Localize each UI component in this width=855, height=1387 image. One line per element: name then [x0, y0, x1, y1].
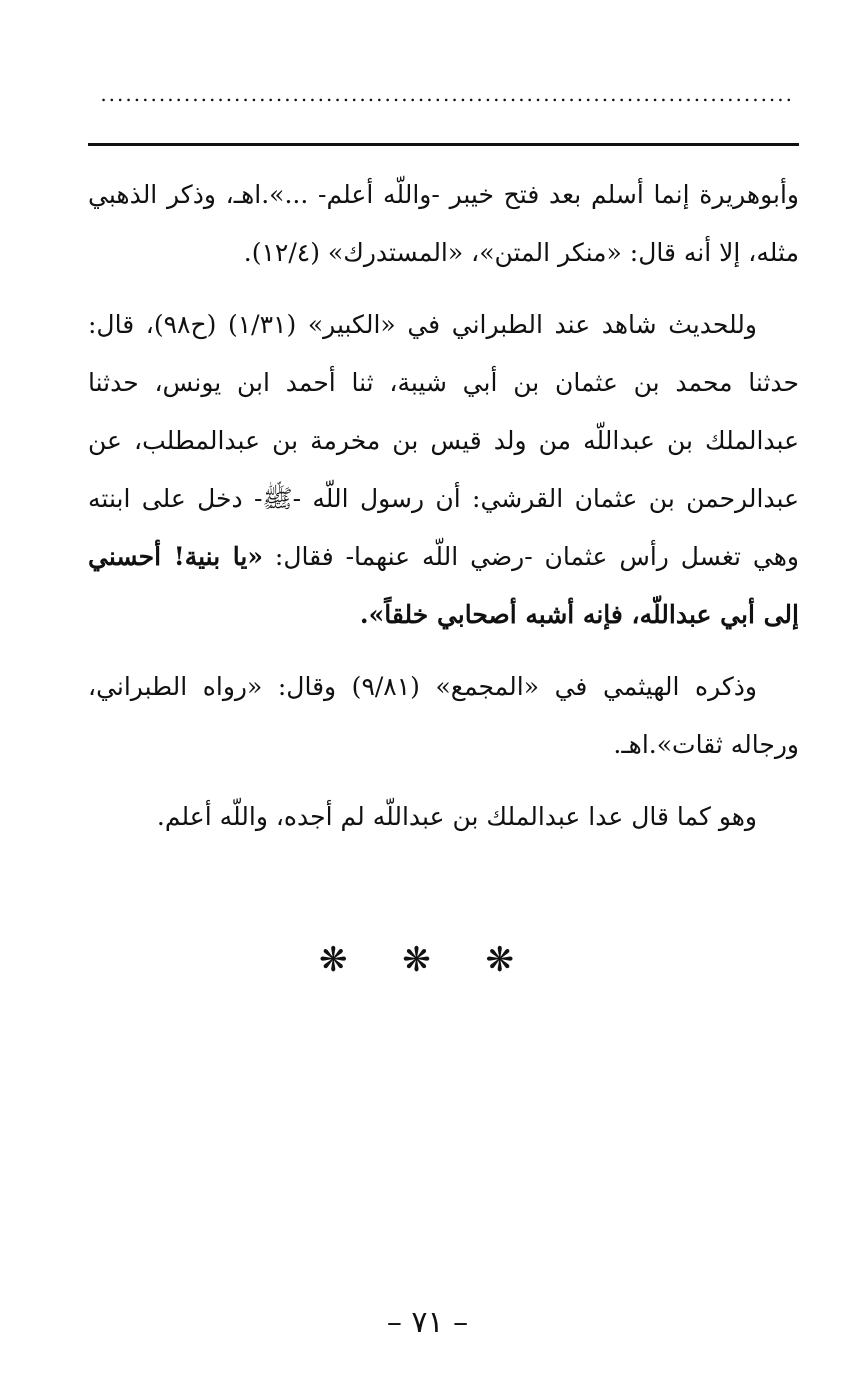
- paragraph-1-text: وأبوهريرة إنما أسلم بعد فتح خيبر -واللّه أعلم- ...».اهـ، وذكر الذهبي مثله، إلا أنه قال: «منكر المتن»، «المستدرك» (١٢/٤).: [88, 180, 799, 267]
- horizontal-rule: [88, 143, 799, 146]
- page-number: – ٧١ –: [386, 1305, 469, 1340]
- page-body: [88, 166, 799, 860]
- paragraph-4: [88, 788, 799, 846]
- hadith-quote: «يا بنية! أحسني إلى أبي عبداللّه، فإنه أشبه أصحابي خلقاً».: [88, 542, 799, 629]
- paragraph-3: [88, 658, 799, 774]
- section-separator-stars: ❋ ❋ ❋: [318, 940, 537, 980]
- paragraph-4-text: وهو كما قال عدا عبدالملك بن عبداللّه لم أجده، واللّه أعلم.: [156, 802, 757, 831]
- dotted-separator: ...................................................................................: [100, 84, 794, 104]
- paragraph-2-text: وللحديث شاهد عند الطبراني في «الكبير» (١/٣١) (ح٩٨)، قال: حدثنا محمد بن عثمان بن أبي شيبة، ثنا أحمد ابن يونس، حدثنا عبدالملك بن عبداللّه من ولد قيس بن مخرمة بن عبدالمطلب، عن عبدالرحمن بن عثمان القرشي: أن رسول اللّه -ﷺ- دخل على ابنته وهي تغسل رأس عثمان -رضي اللّه عنهما- فقال:: [88, 310, 799, 571]
- paragraph-1: [88, 166, 799, 282]
- paragraph-3-text: وذكره الهيثمي في «المجمع» (٩/٨١) وقال: «رواه الطبراني، ورجاله ثقات».اهـ.: [88, 672, 799, 759]
- paragraph-2: [88, 296, 799, 644]
